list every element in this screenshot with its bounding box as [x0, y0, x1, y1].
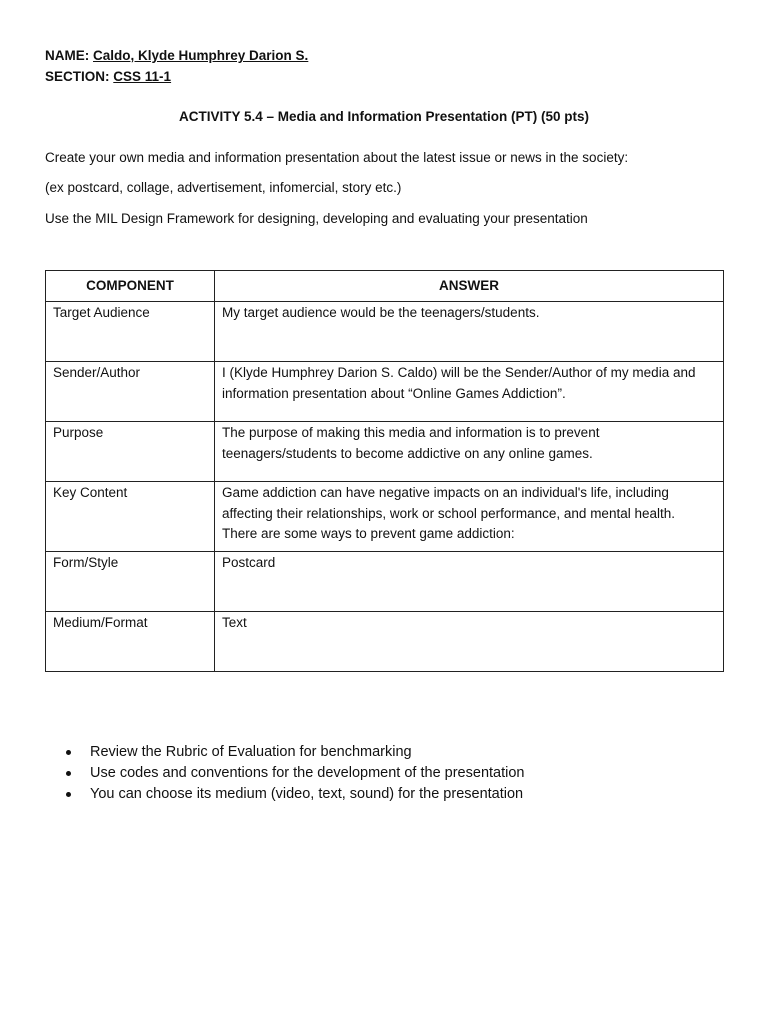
list-item — [45, 763, 524, 784]
table-row-medium-format — [46, 612, 724, 672]
table-header-row — [46, 271, 724, 302]
component-cell: Key Content — [46, 482, 215, 552]
bullet-icon — [66, 792, 71, 797]
section-value: CSS 11-1 — [113, 69, 172, 84]
answer-line: Text — [222, 615, 247, 630]
column-header-answer: ANSWER — [215, 271, 724, 302]
instruction-text: Create your own media and information presentation about the latest issue or news in the society: — [45, 150, 629, 165]
table-row-purpose — [46, 422, 724, 482]
name-line — [45, 48, 308, 63]
column-header-component: COMPONENT — [46, 271, 215, 302]
answer-cell — [215, 302, 724, 362]
answer-line: There are some ways to prevent game addiction: — [222, 526, 515, 541]
table-row-sender-author — [46, 362, 724, 422]
mil-framework-table — [45, 270, 724, 672]
bullet-icon — [66, 750, 71, 755]
activity-title: ACTIVITY 5.4 – Media and Information Presentation (PT) (50 pts) — [178, 109, 590, 124]
component-cell: Form/Style — [46, 552, 215, 612]
answer-cell — [215, 612, 724, 672]
section-line — [45, 69, 171, 84]
list-item-text: Use codes and conventions for the development of the presentation — [90, 765, 525, 781]
answer-line: I (Klyde Humphrey Darion S. Caldo) will be the Sender/Author of my media and — [222, 365, 696, 380]
answer-cell — [215, 552, 724, 612]
instruction-framework: Use the MIL Design Framework for designing, developing and evaluating your presentation — [45, 211, 588, 226]
answer-line: Postcard — [222, 555, 276, 570]
answer-line: My target audience would be the teenagers/students. — [222, 305, 540, 320]
name-label: NAME: — [45, 48, 90, 63]
list-item — [45, 784, 524, 805]
answer-line: The purpose of making this media and information is to prevent — [222, 425, 600, 440]
list-item-text: You can choose its medium (video, text, sound) for the presentation — [90, 786, 524, 802]
answer-line: affecting their relationships, work or school performance, and mental health. — [222, 505, 675, 521]
answer-cell — [215, 422, 724, 482]
table-row-target-audience — [46, 302, 724, 362]
section-label: SECTION: — [45, 69, 110, 84]
guidelines-list — [45, 742, 524, 805]
name-value: Caldo, Klyde Humphrey Darion S. — [93, 48, 309, 63]
table-row-key-content — [46, 482, 724, 552]
instruction-examples: (ex postcard, collage, advertisement, infomercial, story etc.) — [45, 180, 402, 195]
component-cell: Purpose — [46, 422, 215, 482]
component-cell: Target Audience — [46, 302, 215, 362]
component-cell: Medium/Format — [46, 612, 215, 672]
answer-cell — [215, 362, 724, 422]
component-cell: Sender/Author — [46, 362, 215, 422]
list-item-text: Review the Rubric of Evaluation for benchmarking — [90, 744, 412, 760]
bullet-icon — [66, 771, 71, 776]
list-item — [45, 742, 524, 763]
answer-line: Game addiction can have negative impacts on an individual's life, including — [222, 485, 669, 500]
answer-cell — [215, 482, 724, 552]
table-row-form-style — [46, 552, 724, 612]
answer-line: teenagers/students to become addictive on any online games. — [222, 445, 593, 461]
answer-line: information presentation about “Online Games Addiction”. — [222, 385, 566, 401]
